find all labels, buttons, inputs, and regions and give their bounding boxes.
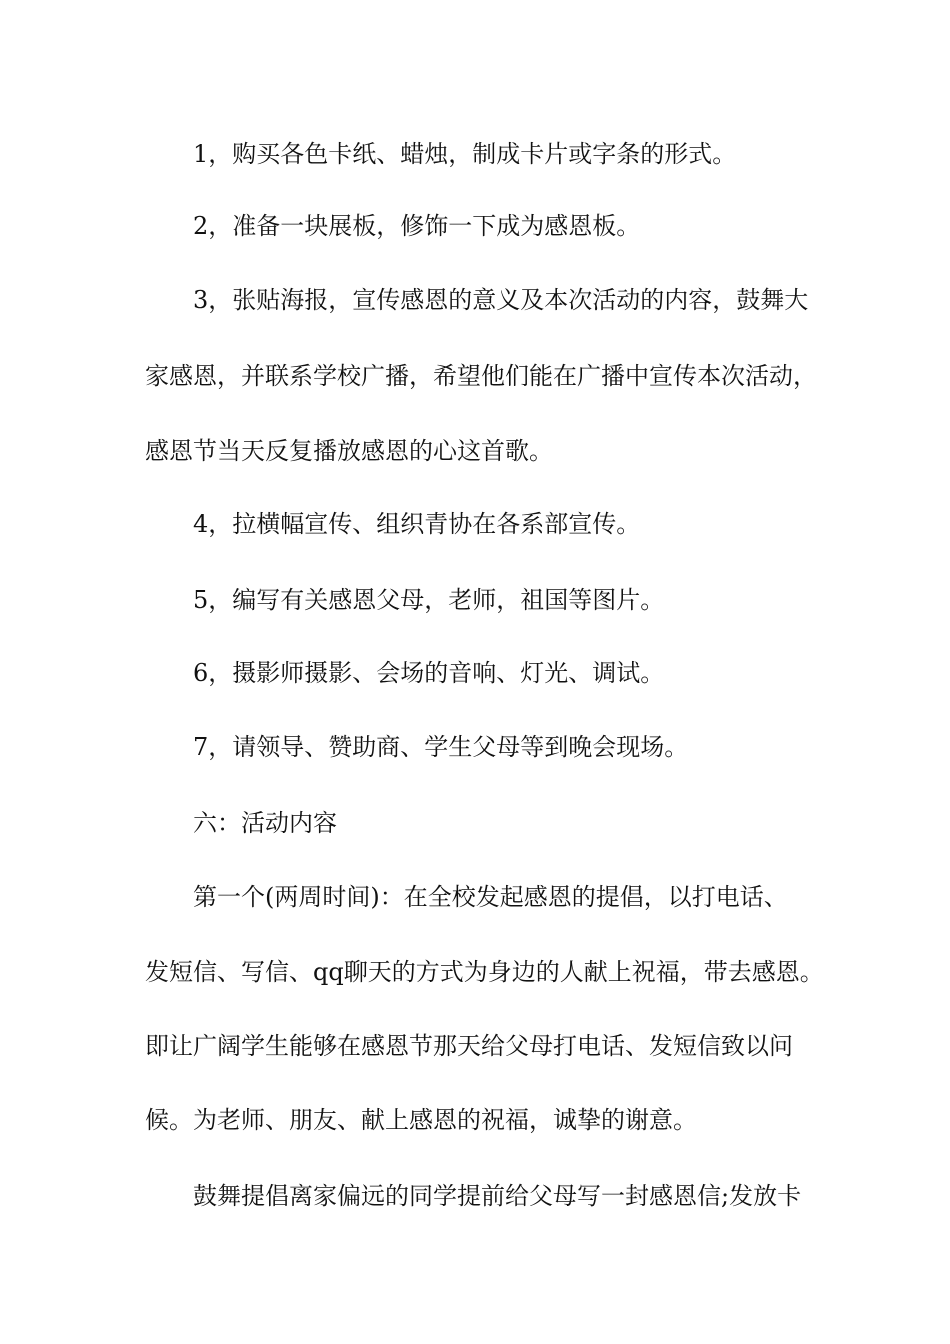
text-line-13: 即让广阔学生能够在感恩节那天给父母打电话、发短信致以问 <box>145 1032 793 1060</box>
text-line-14: 候。为老师、朋友、献上感恩的祝福，诚挚的谢意。 <box>145 1106 697 1134</box>
text-line-5: 感恩节当天反复播放感恩的心这首歌。 <box>145 437 553 465</box>
text-line-1: 1，购买各色卡纸、蜡烛，制成卡片或字条的形式。 <box>193 140 737 168</box>
text-line-9: 7，请领导、赞助商、学生父母等到晚会现场。 <box>193 733 689 761</box>
section-heading: 六：活动内容 <box>193 809 337 837</box>
text-line-3: 3，张贴海报，宣传感恩的意义及本次活动的内容，鼓舞大 <box>193 286 809 314</box>
text-line-8: 6，摄影师摄影、会场的音响、灯光、调试。 <box>193 659 665 687</box>
text-line-7: 5，编写有关感恩父母，老师，祖国等图片。 <box>193 586 665 614</box>
text-line-11: 第一个(两周时间)：在全校发起感恩的提倡，以打电话、 <box>193 883 788 911</box>
text-line-6: 4，拉横幅宣传、组织青协在各系部宣传。 <box>193 510 641 538</box>
text-line-2: 2，准备一块展板，修饰一下成为感恩板。 <box>193 212 641 240</box>
text-line-4: 家感恩，并联系学校广播，希望他们能在广播中宣传本次活动， <box>145 362 817 390</box>
text-line-15: 鼓舞提倡离家偏远的同学提前给父母写一封感恩信;发放卡 <box>193 1182 802 1210</box>
text-line-12: 发短信、写信、qq聊天的方式为身边的人献上祝福，带去感恩。 <box>145 958 824 986</box>
